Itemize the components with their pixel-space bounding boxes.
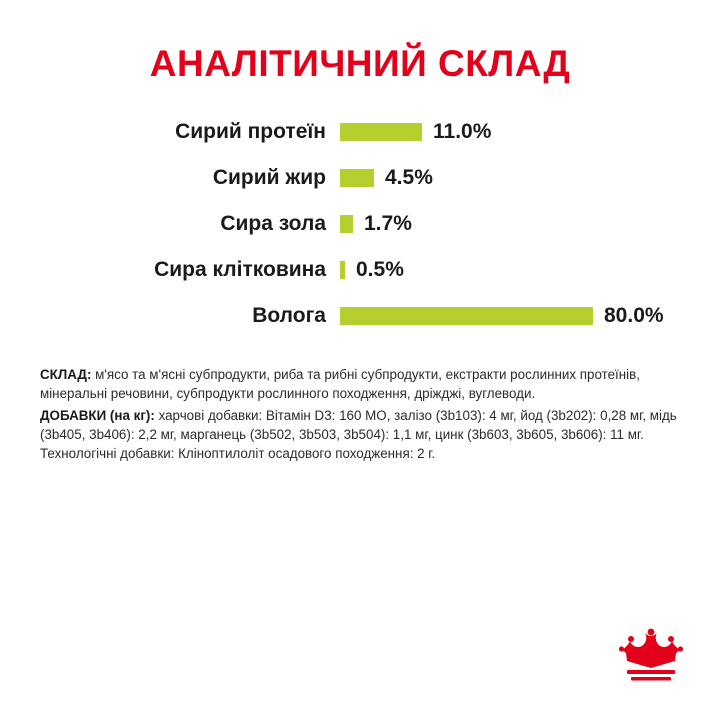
- additives-line: [40, 406, 680, 464]
- chart-row-label: Сирий жир: [212, 165, 326, 189]
- analytical-composition-chart: [0, 109, 720, 339]
- composition-body: м'ясо та м'ясні субпродукти, риба та рибні субпродукти, екстракти рослинних протеїнів, мінеральні речовини, субпродукти рослинного походження, дріжджі, вуглеводи.: [40, 366, 640, 402]
- composition-text: [0, 365, 720, 464]
- chart-bar-wrap: [340, 120, 690, 144]
- page-title: АНАЛІТИЧНИЙ СКЛАД: [149, 43, 571, 84]
- additives-lead: ДОБАВКИ (на кг):: [40, 407, 155, 423]
- chart-bar-value: 1.7%: [364, 211, 412, 235]
- chart-bar: [340, 123, 422, 141]
- chart-bar-wrap: [340, 212, 690, 236]
- royal-canin-crown-logo-icon: [618, 624, 684, 686]
- chart-row: [30, 293, 690, 339]
- chart-row: [30, 109, 690, 155]
- chart-bar-wrap: [340, 166, 690, 190]
- composition-line: [40, 365, 680, 404]
- chart-bar-value: 11.0%: [433, 119, 492, 143]
- chart-bar: [340, 169, 374, 187]
- additives-body: харчові добавки: Вітамін D3: 160 МО, залізо (3b103): 4 мг, йод (3b202): 0,28 мг, мідь (3b405, 3b406): 2,2 мг, марганець (3b502, 3b503, 3b504): 1,1 мг, цинк (3b603, 3b605, 3b606): 11 мг. Технологічні добавки: Кліноптилоліт осадового походження: 2 г.: [40, 407, 677, 462]
- chart-bar-value: 0.5%: [356, 257, 404, 281]
- chart-bar-value: 4.5%: [385, 165, 433, 189]
- chart-bar-value: 80.0%: [604, 303, 664, 327]
- composition-lead: СКЛАД:: [40, 366, 92, 382]
- chart-bar: [340, 215, 353, 233]
- chart-bar-wrap: [340, 304, 690, 328]
- chart-row-label: Сирий протеїн: [175, 119, 326, 143]
- chart-row-label: Сира зола: [220, 211, 326, 235]
- chart-row: [30, 201, 690, 247]
- chart-row-label: Волога: [252, 303, 326, 327]
- chart-row: [30, 155, 690, 201]
- chart-bar: [340, 307, 593, 325]
- chart-bar: [340, 261, 345, 279]
- chart-row-label: Сира клітковина: [154, 257, 326, 281]
- chart-bar-wrap: [340, 258, 690, 282]
- chart-row: [30, 247, 690, 293]
